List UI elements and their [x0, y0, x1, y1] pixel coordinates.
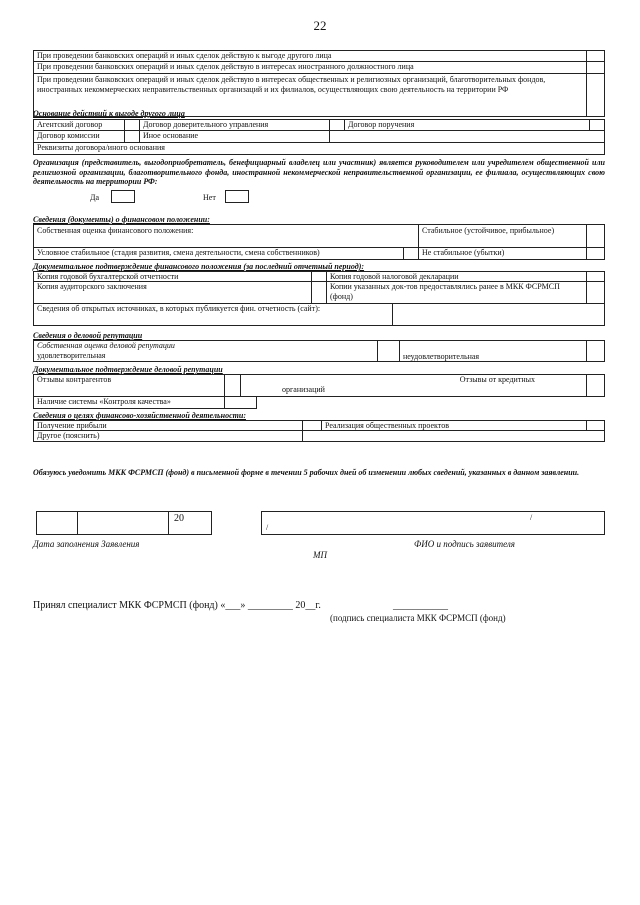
- satisfactory-label: удовлетворительная: [37, 350, 106, 360]
- goals-table: [33, 420, 605, 442]
- page-number: 22: [313, 18, 327, 33]
- op-row-1-checkbox[interactable]: [586, 51, 604, 61]
- op-row-1-label: При проведении банковских операций и иных сделок действую к выгоде другого лица: [37, 51, 332, 60]
- satisfactory-checkbox[interactable]: [377, 341, 399, 361]
- date-field[interactable]: [36, 511, 212, 535]
- other-basis-field[interactable]: [329, 131, 604, 142]
- fin-docs-heading: Документальное подтверждение финансового положения (за последний отчетный период):: [33, 262, 365, 271]
- credit-reviews-checkbox[interactable]: [586, 375, 604, 396]
- trust-contract-label: Договор доверительного управления: [139, 120, 329, 130]
- stable-label: Стабильное (устойчивое, прибыльное): [418, 225, 586, 247]
- op-row-2-label: При проведении банковских операций и иных сделок действую в интересах иностранного должностного лица: [37, 62, 414, 71]
- rep-docs-table: [33, 374, 605, 409]
- unstable-label: Не стабильное (убытки): [418, 248, 586, 259]
- unstable-checkbox[interactable]: [586, 248, 604, 259]
- unsatisfactory-checkbox[interactable]: [586, 341, 604, 361]
- rep-docs-heading: Документальное подтверждение деловой репутации: [33, 365, 223, 374]
- commission-order-checkbox[interactable]: [589, 120, 604, 130]
- commission-contract-label: Договор комиссии: [37, 131, 100, 140]
- cond-stable-checkbox[interactable]: [403, 248, 418, 259]
- tax-copy-checkbox[interactable]: [586, 272, 604, 281]
- trust-contract-checkbox[interactable]: [329, 120, 344, 130]
- quality-control-label: Наличие системы «Контроля качества»: [37, 397, 171, 406]
- own-assessment-label: Собственная оценка финансового положения:: [37, 226, 194, 235]
- profit-checkbox[interactable]: [302, 421, 321, 430]
- stamp-label: МП: [313, 550, 327, 560]
- tax-copy-label: Копия годовой налоговой декларации: [326, 272, 586, 281]
- unsatisfactory-label: неудовлетворительная: [399, 341, 586, 361]
- op-row-3-label: При проведении банковских операций и иных сделок действую в интересах общественных и религиозных организаций, благотворительных фондов, иностранных некоммерческих неправительственных организаций и их филиалов, осуществляющих свою деятельность на территории РФ: [37, 75, 546, 94]
- cond-stable-label: Условное стабильное (стадия развития, смена деятельности, смена собственников): [37, 248, 320, 257]
- year-box[interactable]: 20: [168, 512, 211, 534]
- financial-heading: Сведения (документы) о финансовом положении:: [33, 215, 210, 224]
- credit-reviews-label: Отзывы от кредитных: [459, 375, 535, 384]
- profit-label: Получение прибыли: [37, 421, 107, 430]
- name-signature-label: ФИО и подпись заявителя: [414, 539, 515, 549]
- stable-checkbox[interactable]: [586, 225, 604, 247]
- commission-contract-checkbox[interactable]: [124, 131, 139, 142]
- slash-separator-2: /: [530, 513, 533, 522]
- contract-details-label: Реквизиты договора/иного основания: [37, 143, 165, 152]
- other-goal-label: Другое (пояснить): [37, 431, 100, 440]
- accepted-by-text: Принял специалист МКК ФСРМСП (фонд) «___» _________ 20__г.: [33, 600, 321, 611]
- no-checkbox[interactable]: [225, 190, 249, 203]
- date-label: Дата заполнения Заявления: [33, 539, 140, 549]
- reputation-table: [33, 340, 605, 362]
- quality-control-checkbox[interactable]: [224, 397, 256, 408]
- op-row-2-checkbox[interactable]: [586, 62, 604, 73]
- accounting-copy-label: Копия годовой бухгалтерской отчетности: [37, 272, 179, 281]
- prev-docs-checkbox[interactable]: [586, 282, 604, 303]
- month-box[interactable]: [77, 512, 168, 534]
- basis-heading: Основание действий к выгоде другого лица: [33, 109, 185, 118]
- agent-contract-label: Агентский договор: [37, 120, 103, 129]
- other-basis-label: Иное основание: [139, 131, 329, 142]
- other-goal-field[interactable]: [302, 431, 604, 441]
- specialist-signature-line[interactable]: ___________: [393, 600, 448, 611]
- open-sources-field[interactable]: [392, 304, 604, 325]
- org-statement: Организация (представитель, выгодоприобретатель, бенефициарный владелец или участник) является руководителем или учредителем общественной или религиозной организации, благотворительного фонда, иностранной некоммерческой неправительственной организации, ее филиала, осуществляющих свою деятельность на территории РФ:: [33, 158, 605, 186]
- counterparty-reviews-label: Отзывы контрагентов: [37, 375, 112, 384]
- basis-table: [33, 119, 605, 155]
- reputation-heading: Сведения о деловой репутации: [33, 331, 143, 340]
- open-sources-label: Сведения об открытых источниках, в которых публикуется фин. отчетность (сайт):: [37, 304, 321, 313]
- agent-contract-checkbox[interactable]: [124, 120, 139, 130]
- commitment-text: Обязуюсь уведомить МКК ФСРМСП (фонд) в письменной форме в течении 5 рабочих дней об изменении любых сведений, указанных в данном заявлении.: [33, 468, 580, 477]
- yes-checkbox[interactable]: [111, 190, 135, 203]
- goals-heading: Сведения о целях финансово-хозяйственной деятельности:: [33, 411, 246, 420]
- commission-order-label: Договор поручения: [344, 120, 589, 130]
- audit-copy-checkbox[interactable]: [311, 282, 326, 303]
- no-label: Нет: [203, 193, 216, 202]
- financial-table: [33, 224, 605, 260]
- audit-copy-label: Копия аудиторского заключения: [37, 282, 147, 291]
- specialist-signature-caption: (подпись специалиста МКК ФСРМСП (фонд): [330, 613, 506, 623]
- credit-reviews-label-2: организаций: [282, 384, 325, 394]
- slash-separator-1: /: [266, 523, 269, 532]
- counterparty-reviews-checkbox[interactable]: [224, 375, 240, 396]
- public-projects-label: Реализация общественных проектов: [321, 421, 586, 430]
- day-box[interactable]: [37, 512, 77, 534]
- yes-label: Да: [90, 193, 100, 202]
- op-row-3-checkbox[interactable]: [586, 74, 604, 116]
- name-signature-field[interactable]: [261, 511, 605, 535]
- accounting-copy-checkbox[interactable]: [311, 272, 326, 281]
- prev-docs-label: Копии указанных док-тов предоставлялись ранее в МКК ФСРМСП (фонд): [326, 282, 586, 303]
- fin-docs-table: [33, 271, 605, 326]
- other-person-ops-table: [33, 50, 605, 117]
- public-projects-checkbox[interactable]: [586, 421, 604, 430]
- own-reputation-label: Собственная оценка деловой репутации: [37, 341, 175, 350]
